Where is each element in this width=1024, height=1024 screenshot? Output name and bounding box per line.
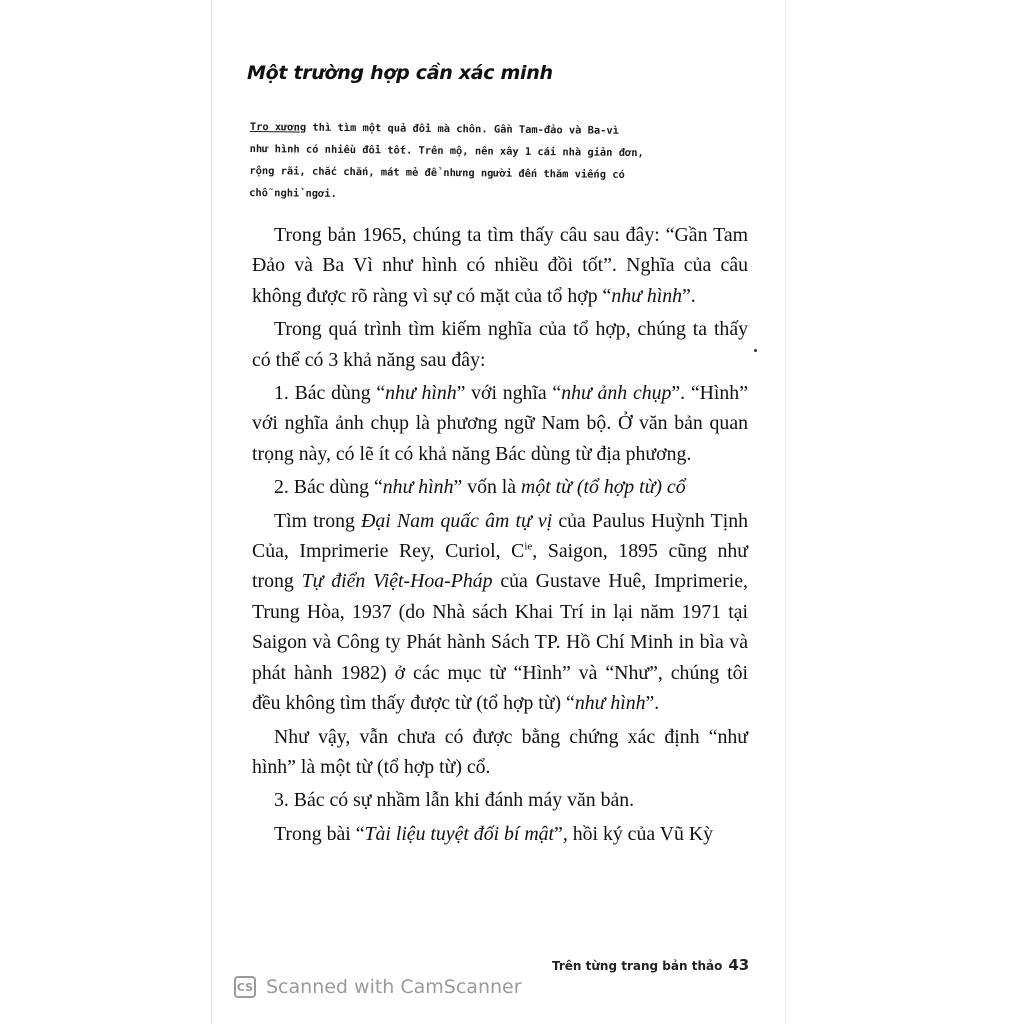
camscanner-watermark — [234, 976, 522, 998]
paragraph-4 — [252, 472, 748, 502]
typed-line-2: như hình có nhiều đồi tốt. Trên mộ, nên xây 1 cái nhà giản đơn, — [249, 142, 644, 160]
p5-text-a: Tìm trong — [274, 509, 362, 532]
paragraph-3 — [252, 378, 748, 469]
page-edge-left — [211, 0, 212, 1024]
p5-italic-3: như hình — [574, 692, 646, 715]
p8-text-b: ”, hồi ký của Vũ Kỳ — [554, 822, 714, 845]
p1-text: Trong bản 1965, chúng ta tìm thấy câu sau đây: “Gần Tam Đảo và Ba Vì như hình có nhiều đồi tốt”. Nghĩa của câu không được rõ ràng vì sự có mặt của tổ hợp “ — [252, 224, 748, 307]
typed-line-1-rest: thì tìm một quả đồi mà chôn. Gần Tam-đảo và Ba-vì — [306, 121, 620, 137]
p3-text-a: 1. Bác dùng “ — [274, 382, 386, 405]
p5-text-c: , Saigon, 1895 cũng như trong — [252, 540, 748, 593]
paragraph-7: 3. Bác có sự nhầm lẫn khi đánh máy văn bản. — [274, 789, 635, 812]
p8-italic: Tài liệu tuyệt đối bí mật — [364, 822, 555, 845]
p1-italic: như hình — [611, 284, 683, 307]
page-edge-right — [785, 0, 786, 1024]
body-text — [252, 220, 748, 852]
p3-text-b: ” với nghĩa “ — [456, 382, 562, 405]
section-title: Một trường hợp cần xác minh — [247, 62, 553, 84]
page-footer — [552, 956, 749, 974]
camscanner-logo-icon: CS — [234, 976, 256, 998]
p4-text-a: 2. Bác dùng “ — [274, 476, 383, 499]
p1-end: ”. — [682, 284, 696, 307]
typed-line-3: rộng rãi, chắc chắn, mát mẻ để nhưng người đến thăm viếng có — [249, 164, 625, 181]
paragraph-5 — [252, 506, 748, 719]
paragraph-6: Như vậy, vẫn chưa có được bằng chứng xác định “như hình” là một từ (tổ hợp từ) cổ. — [252, 725, 748, 778]
p5-superscript: ie — [524, 540, 533, 553]
p5-text-b: của Paulus Huỳnh Tịnh Của, Imprimerie Rey, Curiol, C — [252, 509, 748, 563]
typed-underlined-phrase: Tro xương — [249, 120, 307, 134]
p5-text-e: ”. — [645, 692, 660, 715]
p4-italic-2: một từ (tổ hợp từ) cổ — [521, 476, 686, 499]
p4-text-b: ” vốn là — [453, 476, 522, 499]
paragraph-2: Trong quá trình tìm kiếm nghĩa của tổ hợp, chúng ta thấy có thể có 3 khả năng sau đây: — [252, 318, 748, 371]
typed-line-4: chỗ nghỉ ngơi. — [249, 186, 337, 200]
p5-italic-1: Đại Nam quấc âm tự vị — [361, 509, 553, 532]
p3-italic-2: như ảnh chụp — [561, 382, 672, 405]
paragraph-8 — [252, 819, 748, 849]
p4-italic-1: như hình — [382, 476, 454, 499]
running-title: Trên từng trang bản thảo — [552, 959, 723, 973]
p5-text-d: của Gustave Huê, Imprimerie, Trung Hòa, 1937 (do Nhà sách Khai Trí in lại năm 1971 tại Saigon và Công ty Phát hành Sách TP. Hồ Chí Minh in bìa và phát hành 1982) ở các mục từ “Hình” và “Như”, chúng tôi đều không tìm thấy được từ (tổ hợp từ) “ — [252, 570, 748, 715]
typewritten-excerpt — [249, 116, 750, 209]
page-number: 43 — [728, 956, 750, 974]
watermark-text: Scanned with CamScanner — [266, 976, 522, 998]
paragraph-1 — [252, 220, 748, 311]
p8-text-a: Trong bài “ — [274, 822, 365, 845]
p3-italic-1: như hình — [385, 382, 457, 405]
scan-speck — [754, 349, 757, 352]
p3-text-c: ”. “Hình” với nghĩa ảnh chụp là phương ngữ Nam bộ. Ở văn bản quan trọng này, có lẽ ít có khả năng Bác dùng từ địa phương. — [252, 382, 748, 465]
p5-italic-2: Tự điển Việt-Hoa-Pháp — [301, 570, 493, 593]
